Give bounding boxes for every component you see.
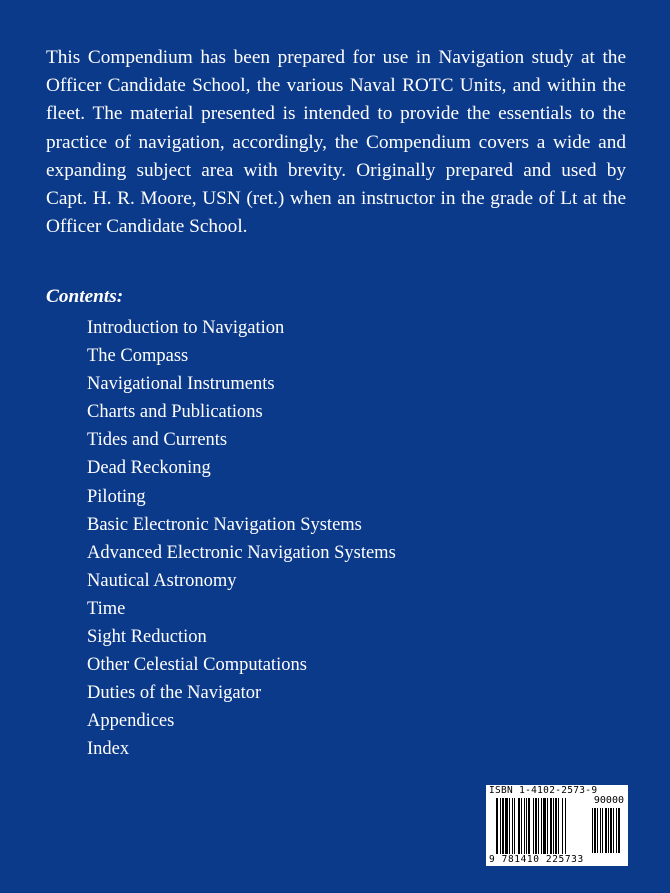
contents-item: Other Celestial Computations [87,655,307,676]
contents-heading: Contents: [46,286,124,307]
contents-item: Piloting [87,486,146,507]
barcode-bar [505,798,508,854]
barcode-bar [500,798,501,854]
barcode-bar [514,798,515,854]
barcode-bar [555,798,557,854]
barcode-bar [509,798,510,854]
barcode-bar [526,798,527,854]
contents-item: Dead Reckoning [87,458,211,479]
contents-item: Introduction to Navigation [87,318,285,338]
barcode-bar [538,798,539,854]
isbn-label: ISBN 1-4102-2573-9 [489,785,598,796]
description-line: expanding subject area with brevity. Originally prepared and used by [46,159,626,181]
barcode-bar [533,798,534,854]
barcode-bar [547,798,548,854]
contents-item: Time [87,598,126,619]
barcode-bar [528,798,530,854]
barcode-bar [496,798,497,862]
barcode-bar [565,798,566,862]
barcode-bar [518,798,520,854]
barcode-bar [608,808,609,853]
description-paragraph [46,44,626,241]
barcode-bar [592,808,593,853]
barcode-bar [600,808,601,853]
barcode-bar [562,798,563,854]
ean-digits: 9 781410 225733 [489,854,584,865]
contents-item: Charts and Publications [87,402,263,423]
contents-item: Nautical Astronomy [87,570,237,591]
barcode-bar [521,798,522,854]
description-line: Capt. H. R. Moore, USN (ret.) when an instructor in the grade of Lt at the [46,187,626,209]
contents-item: Appendices [87,711,175,732]
contents-item: Duties of the Navigator [87,683,262,704]
barcode-bar [535,798,537,854]
barcode-bar [502,798,504,854]
contents-item: Tides and Currents [87,430,228,451]
price-code: 90000 [593,795,624,806]
description-line: This Compendium has been prepared for use in Navigation study at the [46,47,626,68]
barcode-bar [613,808,614,853]
barcode-bar [550,798,552,854]
contents-item: Basic Electronic Navigation Systems [87,514,362,535]
barcode-bar [541,798,542,854]
isbn-barcode [486,785,628,866]
barcode-bar [616,808,617,853]
barcode-bar [605,808,607,853]
description-line: practice of navigation, accordingly, the Compendium covers a wide and [46,131,626,153]
contents-list [87,314,396,764]
barcode-bar [602,808,603,853]
description-line: Officer Candidate School, the various Naval ROTC Units, and within the [46,75,626,97]
barcode-bar [618,808,620,853]
contents-item: Navigational Instruments [87,374,275,395]
contents-item: The Compass [87,346,189,367]
barcode-bar [610,808,612,853]
barcode-bar [524,798,525,854]
barcode-bar [543,798,546,854]
barcode-bar [512,798,513,854]
contents-item: Sight Reduction [87,627,207,648]
description-line: fleet. The material presented is intended to provide the essentials to the [46,103,626,125]
barcode-bar [597,808,598,853]
barcode-bar [497,798,498,862]
barcode-bar [594,808,596,853]
description-line: Officer Candidate School. [46,216,248,238]
barcode-bar [553,798,554,854]
contents-item: Advanced Electronic Navigation Systems [87,542,396,563]
contents-item: Index [87,739,130,760]
barcode-bar [558,798,559,854]
